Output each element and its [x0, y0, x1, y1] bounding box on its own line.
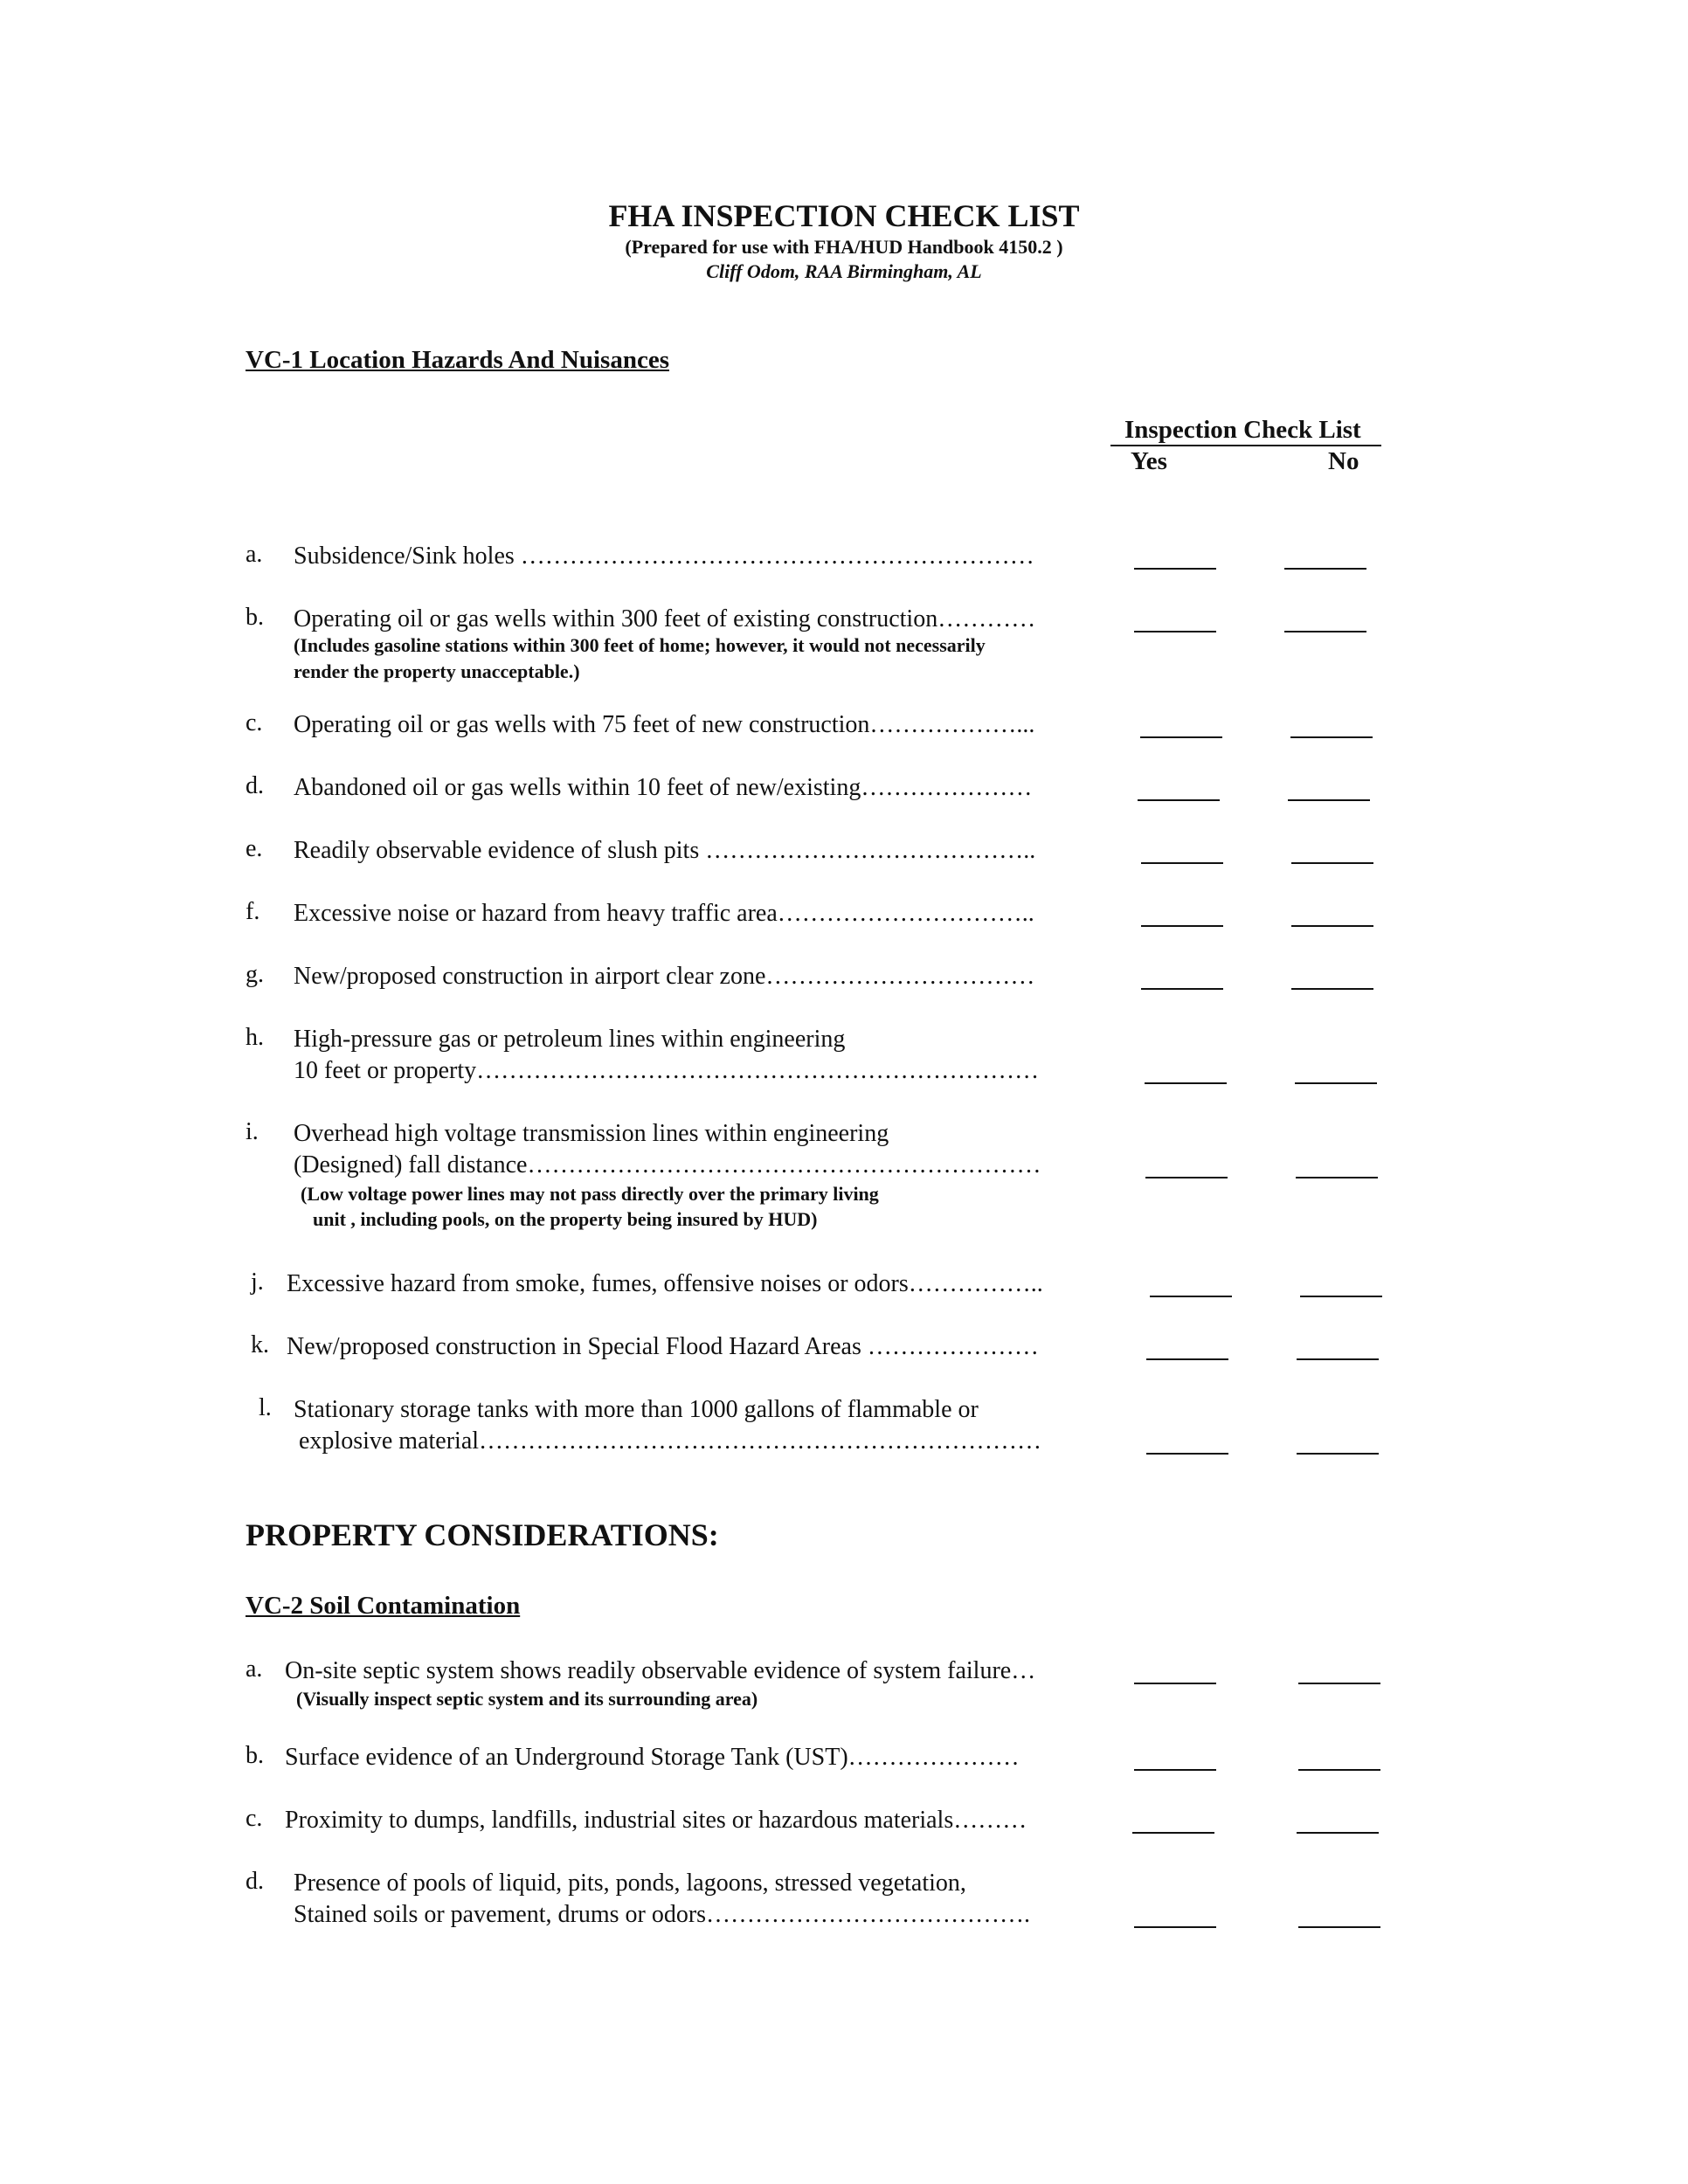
item-text: Operating oil or gas wells with 75 feet of new construction………………...: [294, 711, 1035, 738]
item-text: Subsidence/Sink holes ………………………………………………………: [294, 543, 1034, 570]
item-text: New/proposed construction in Special Flood Hazard Areas …………………: [287, 1333, 1039, 1360]
item-letter: g.: [246, 961, 264, 988]
item-letter: c.: [246, 1805, 263, 1832]
item-letter: k.: [251, 1331, 269, 1358]
item-text: Overhead high voltage transmission lines within engineering: [294, 1120, 889, 1147]
item-text: On-site septic system shows readily observable evidence of system failure…: [285, 1657, 1036, 1684]
item-note: (Includes gasoline stations within 300 feet of home; however, it would not necessarily: [294, 634, 986, 656]
vc1-heading: VC-1 Location Hazards And Nuisances: [246, 346, 669, 374]
yes-blank[interactable]: [1140, 736, 1222, 738]
item-text: Surface evidence of an Underground Storage Tank (UST)…………………: [285, 1744, 1020, 1771]
page-subtitle: (Prepared for use with FHA/HUD Handbook 4150.2 ): [625, 236, 1063, 258]
no-blank[interactable]: [1291, 862, 1373, 864]
item-text: Abandoned oil or gas wells within 10 feet of new/existing…………………: [294, 774, 1033, 801]
yes-blank[interactable]: [1141, 988, 1223, 990]
no-column-header: No: [1328, 447, 1359, 475]
item-note: unit , including pools, on the property being insured by HUD): [313, 1208, 818, 1230]
item-text: 10 feet or property……………………………………………………………: [294, 1057, 1040, 1084]
item-text: explosive material……………………………………………………………: [299, 1427, 1042, 1455]
item-text: Stained soils or pavement, drums or odors………………………………….: [294, 1901, 1031, 1928]
item-letter: i.: [246, 1118, 259, 1145]
item-letter: j.: [251, 1268, 264, 1296]
page-title: FHA INSPECTION CHECK LIST: [608, 198, 1080, 233]
item-text: Excessive noise or hazard from heavy traffic area…………………………..: [294, 900, 1034, 927]
no-blank[interactable]: [1298, 1926, 1380, 1928]
item-letter: d.: [246, 1868, 264, 1895]
no-blank[interactable]: [1284, 631, 1366, 632]
item-note: (Low voltage power lines may not pass directly over the primary living: [301, 1183, 879, 1205]
yes-blank[interactable]: [1134, 1683, 1216, 1684]
no-blank[interactable]: [1284, 568, 1366, 570]
no-blank[interactable]: [1297, 1358, 1379, 1360]
no-blank[interactable]: [1295, 1082, 1377, 1084]
yes-blank[interactable]: [1141, 925, 1223, 927]
item-letter: e.: [246, 835, 263, 862]
yes-blank[interactable]: [1134, 1926, 1216, 1928]
item-text: Proximity to dumps, landfills, industrial sites or hazardous materials………: [285, 1807, 1027, 1834]
item-letter: c.: [246, 709, 263, 736]
item-letter: l.: [259, 1394, 272, 1421]
yes-blank[interactable]: [1132, 1832, 1214, 1834]
item-letter: a.: [246, 541, 263, 568]
item-letter: a.: [246, 1655, 263, 1683]
no-blank[interactable]: [1297, 1453, 1379, 1455]
item-text: (Designed) fall distance………………………………………………………: [294, 1151, 1041, 1178]
yes-blank[interactable]: [1134, 631, 1216, 632]
item-text: Operating oil or gas wells within 300 feet of existing construction…………: [294, 605, 1036, 632]
yes-blank[interactable]: [1141, 862, 1223, 864]
yes-blank[interactable]: [1134, 568, 1216, 570]
yes-blank[interactable]: [1145, 1082, 1227, 1084]
vc2-heading: VC-2 Soil Contamination: [246, 1592, 521, 1620]
no-blank[interactable]: [1297, 1832, 1379, 1834]
no-blank[interactable]: [1291, 925, 1373, 927]
no-blank[interactable]: [1298, 1769, 1380, 1771]
property-considerations-heading: PROPERTY CONSIDERATIONS:: [246, 1517, 719, 1552]
no-blank[interactable]: [1291, 988, 1373, 990]
item-note: (Visually inspect septic system and its surrounding area): [296, 1688, 758, 1710]
yes-blank[interactable]: [1145, 1177, 1228, 1178]
item-letter: h.: [246, 1024, 264, 1051]
no-blank[interactable]: [1296, 1177, 1378, 1178]
yes-column-header: Yes: [1131, 447, 1167, 475]
no-blank[interactable]: [1290, 736, 1373, 738]
item-text: Excessive hazard from smoke, fumes, offensive noises or odors……………..: [287, 1270, 1043, 1297]
item-text: New/proposed construction in airport clear zone……………………………: [294, 963, 1035, 990]
item-text: High-pressure gas or petroleum lines within engineering: [294, 1026, 846, 1053]
no-blank[interactable]: [1300, 1296, 1382, 1297]
check-list-label: Inspection Check List: [1124, 416, 1361, 444]
no-blank[interactable]: [1288, 799, 1370, 801]
item-text: Presence of pools of liquid, pits, ponds, lagoons, stressed vegetation,: [294, 1870, 966, 1897]
yes-blank[interactable]: [1146, 1453, 1228, 1455]
yes-blank[interactable]: [1146, 1358, 1228, 1360]
item-letter: f.: [246, 898, 260, 925]
item-note: render the property unacceptable.): [294, 660, 580, 682]
item-letter: b.: [246, 604, 264, 631]
yes-blank[interactable]: [1134, 1769, 1216, 1771]
yes-blank[interactable]: [1138, 799, 1220, 801]
page-author: Cliff Odom, RAA Birmingham, AL: [706, 260, 982, 282]
item-letter: d.: [246, 772, 264, 799]
item-text: Readily observable evidence of slush pits …………………………………..: [294, 837, 1036, 864]
check-list-header: [1110, 416, 1381, 446]
item-letter: b.: [246, 1742, 264, 1769]
item-text: Stationary storage tanks with more than 1000 gallons of flammable or: [294, 1396, 979, 1423]
no-blank[interactable]: [1298, 1683, 1380, 1684]
yes-blank[interactable]: [1150, 1296, 1232, 1297]
